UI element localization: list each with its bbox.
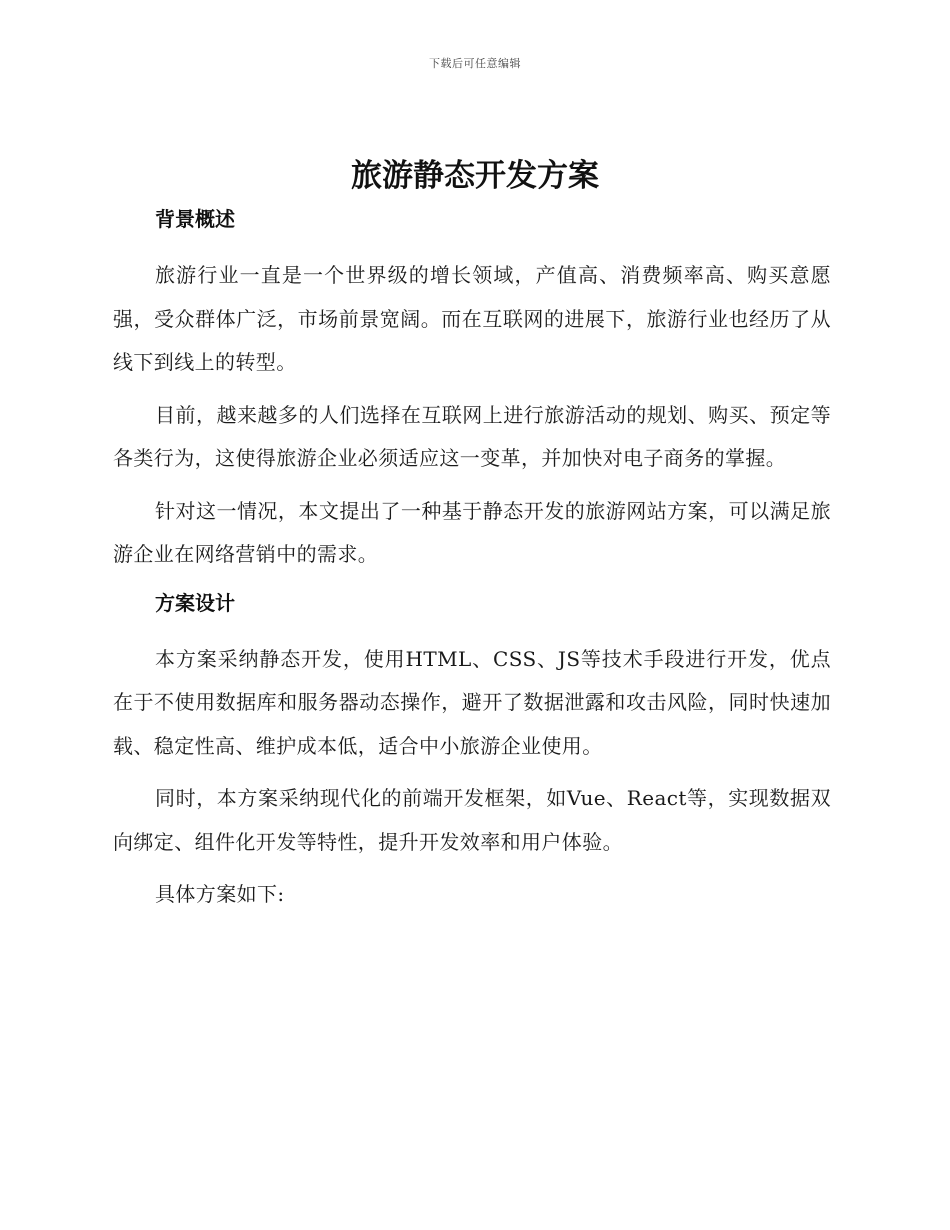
paragraph: 具体方案如下: (155, 882, 285, 906)
header-note: 下载后可任意编辑 (429, 57, 521, 70)
document-body (113, 202, 831, 926)
paragraph: 目前，越来越多的人们选择在互联网上进行旅游活动的规划、购买、预定等各类行为，这使得旅游企业必须适应这一变革，并加快对电子商务的掌握。 (113, 402, 831, 470)
paragraph: 本方案采纳静态开发，使用HTML、CSS、JS等技术手段进行开发，优点在于不使用数据库和服务器动态操作，避开了数据泄露和攻击风险，同时快速加载、稳定性高、维护成本低，适合中小旅游企业使用。 (113, 646, 831, 758)
section-heading-design: 方案设计 (155, 590, 235, 615)
paragraph: 旅游行业一直是一个世界级的增长领域，产值高、消费频率高、购买意愿强，受众群体广泛，市场前景宽阔。而在互联网的进展下，旅游行业也经历了从线下到线上的转型。 (113, 263, 831, 374)
paragraph: 针对这一情况，本文提出了一种基于静态开发的旅游网站方案，可以满足旅游企业在网络营销中的需求。 (113, 498, 831, 566)
section-heading-background: 背景概述 (155, 207, 235, 231)
document-title: 旅游静态开发方案 (351, 158, 599, 194)
paragraph: 同时，本方案采纳现代化的前端开发框架，如Vue、React等，实现数据双向绑定、组件化开发等特性，提升开发效率和用户体验。 (113, 786, 831, 854)
